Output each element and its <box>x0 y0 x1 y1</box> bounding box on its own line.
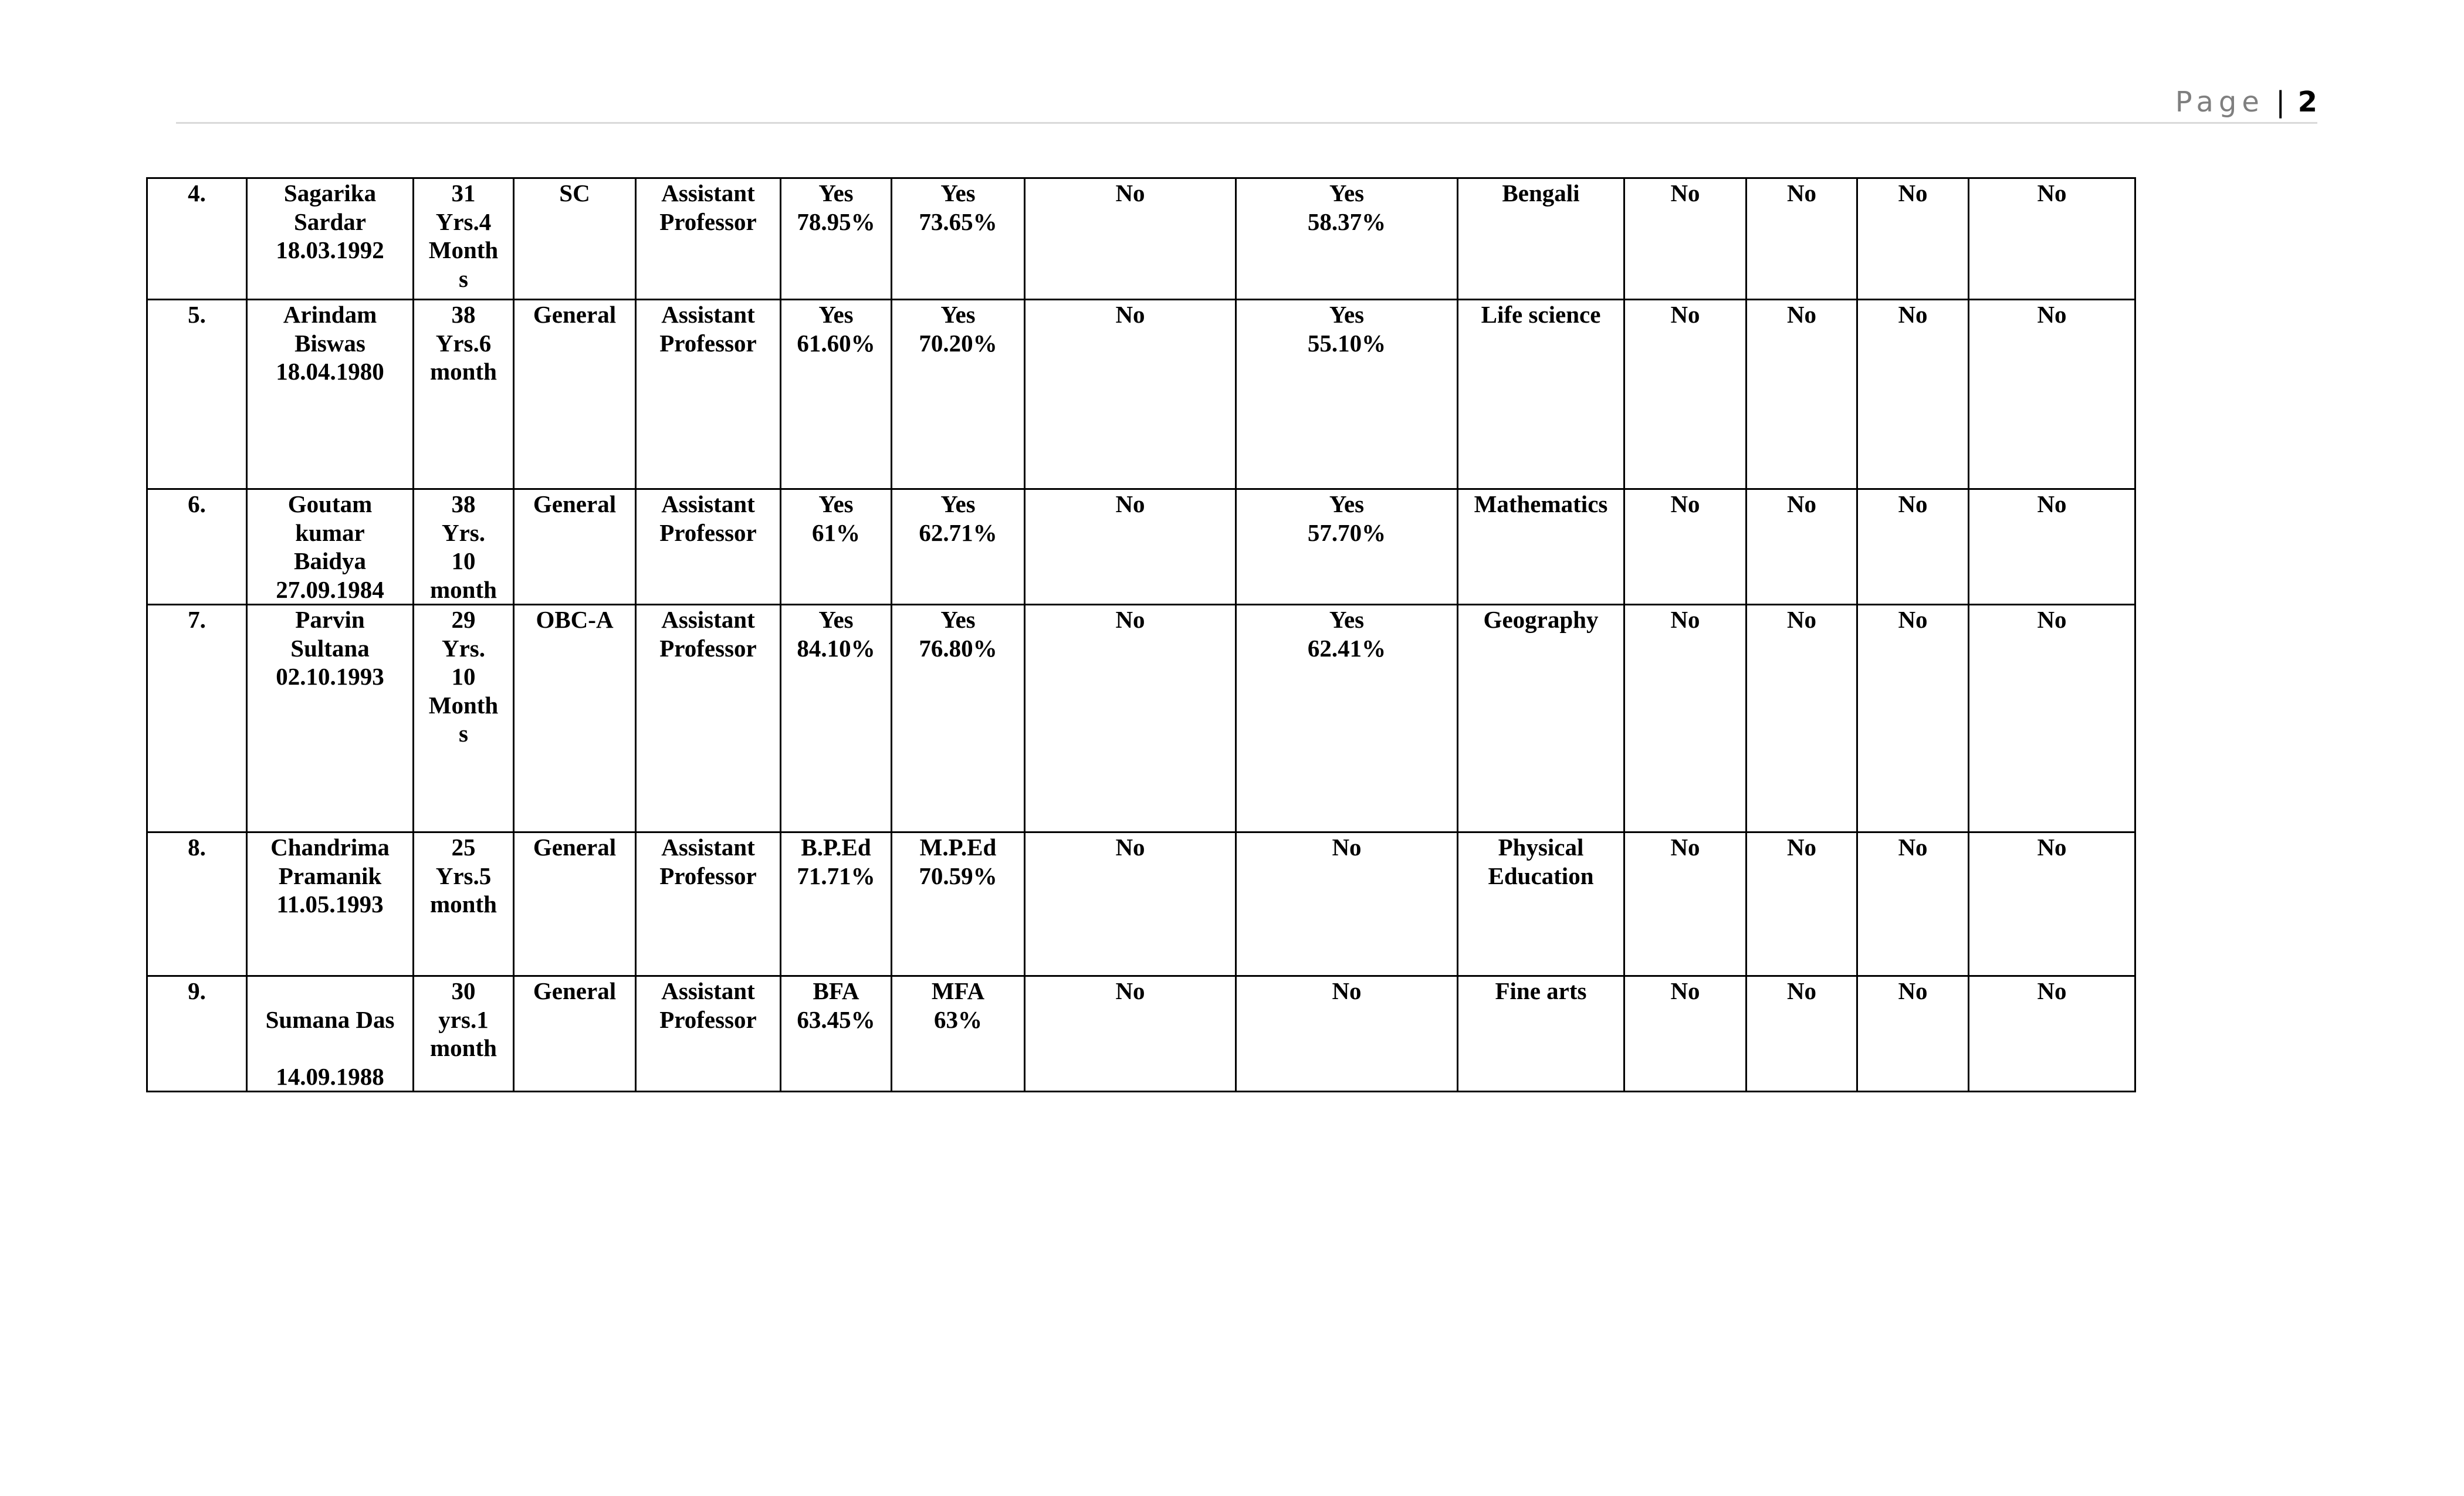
post-graduation-cell-line: 63% <box>934 1006 982 1033</box>
name-cell-line: Chandrima <box>270 834 390 861</box>
post-graduation-cell-line: M.P.Ed <box>919 834 997 861</box>
col13-cell <box>1857 489 1969 605</box>
col11-cell-text: No <box>1670 490 1700 517</box>
col9-cell-line: 62.41% <box>1307 634 1386 662</box>
col8-cell <box>1025 489 1236 605</box>
col12-cell-text: No <box>1786 606 1817 633</box>
post-cell-line: Professor <box>659 862 757 889</box>
post-cell-line: Professor <box>659 519 757 546</box>
name-cell-line: Sagarika <box>283 180 377 207</box>
category-cell <box>514 300 636 489</box>
col12-cell-text: No <box>1786 301 1817 328</box>
col8-cell-text: No <box>1115 301 1145 328</box>
col9-cell-line: Yes <box>1329 490 1365 517</box>
col13-cell <box>1857 832 1969 976</box>
age-cell <box>414 976 514 1092</box>
age-cell-line: 10 <box>451 547 476 574</box>
col13-cell-text: No <box>1898 180 1928 207</box>
col12-cell <box>1747 832 1857 976</box>
category-cell-text: General <box>533 834 617 861</box>
page-word: Page <box>2175 86 2265 119</box>
category-cell-text: SC <box>559 180 590 207</box>
post-cell <box>636 605 781 832</box>
serial-cell <box>147 605 247 832</box>
col12-cell <box>1747 976 1857 1092</box>
col13-cell <box>1857 300 1969 489</box>
col14-cell-text: No <box>2037 977 2067 1004</box>
age-cell-line: month <box>430 1034 497 1061</box>
col14-cell-text: No <box>2037 606 2067 633</box>
name-cell-line: 27.09.1984 <box>276 576 384 603</box>
category-cell <box>514 605 636 832</box>
post-graduation-cell-line: 62.71% <box>919 519 997 546</box>
post-cell <box>636 178 781 300</box>
col11-cell <box>1624 605 1747 832</box>
post-cell-line: Assistant <box>661 606 755 633</box>
age-cell-line: 30 <box>451 977 476 1004</box>
serial-cell-text: 8. <box>188 834 206 861</box>
post-graduation-cell <box>892 976 1025 1092</box>
subject-cell <box>1458 300 1624 489</box>
serial-cell <box>147 976 247 1092</box>
subject-cell-line: Geography <box>1483 606 1599 633</box>
name-cell-line: Sultana <box>290 634 370 662</box>
serial-cell-text: 6. <box>188 490 206 517</box>
graduation-cell <box>781 300 892 489</box>
col11-cell <box>1624 178 1747 300</box>
graduation-cell <box>781 976 892 1092</box>
subject-cell-line: Life science <box>1481 301 1601 328</box>
serial-cell <box>147 832 247 976</box>
subject-cell <box>1458 976 1624 1092</box>
name-cell-line: 02.10.1993 <box>276 663 384 690</box>
age-cell <box>414 832 514 976</box>
col11-cell <box>1624 832 1747 976</box>
name-cell-line: 11.05.1993 <box>276 891 384 918</box>
name-cell <box>247 178 414 300</box>
category-cell-text: General <box>533 490 617 517</box>
graduation-cell-line: Yes <box>818 180 854 207</box>
age-cell-line: 10 <box>451 663 476 690</box>
col9-cell <box>1236 605 1458 832</box>
post-graduation-cell <box>892 489 1025 605</box>
post-cell <box>636 300 781 489</box>
table-row <box>147 489 2135 605</box>
col8-cell <box>1025 976 1236 1092</box>
col11-cell <box>1624 976 1747 1092</box>
name-cell-line <box>250 1034 410 1062</box>
subject-cell-line: Fine arts <box>1495 977 1587 1004</box>
col14-cell <box>1969 178 2135 300</box>
name-cell-line: 14.09.1988 <box>276 1062 384 1090</box>
col11-cell <box>1624 300 1747 489</box>
col8-cell-text: No <box>1115 180 1145 207</box>
serial-cell-text: 7. <box>188 606 206 633</box>
table-row <box>147 832 2135 976</box>
graduation-cell <box>781 178 892 300</box>
col11-cell-text: No <box>1670 301 1700 328</box>
graduation-cell-line: Yes <box>818 606 854 633</box>
col9-cell <box>1236 832 1458 976</box>
post-graduation-cell-line: Yes <box>940 301 976 328</box>
col8-cell-text: No <box>1115 490 1145 517</box>
col11-cell <box>1624 489 1747 605</box>
name-cell <box>247 300 414 489</box>
col9-cell-line: 57.70% <box>1307 519 1386 546</box>
post-cell <box>636 976 781 1092</box>
age-cell <box>414 300 514 489</box>
age-cell-line: s <box>459 720 468 747</box>
page-number: 2 <box>2297 86 2317 119</box>
col12-cell-text: No <box>1786 490 1817 517</box>
col9-cell-line: No <box>1332 977 1362 1004</box>
age-cell-line: 25 <box>451 834 476 861</box>
age-cell <box>414 489 514 605</box>
col14-cell <box>1969 605 2135 832</box>
col9-cell <box>1236 976 1458 1092</box>
page-header <box>176 82 2317 124</box>
col9-cell-line: Yes <box>1329 301 1365 328</box>
graduation-cell-line: 63.45% <box>797 1006 875 1033</box>
col13-cell <box>1857 976 1969 1092</box>
category-cell-text: General <box>533 301 617 328</box>
col12-cell-text: No <box>1786 977 1817 1004</box>
category-cell <box>514 178 636 300</box>
age-cell-line: 38 <box>451 490 476 517</box>
graduation-cell-line: B.P.Ed <box>801 834 871 861</box>
name-cell-line: Baidya <box>293 547 367 574</box>
col14-cell <box>1969 489 2135 605</box>
age-cell-line: month <box>430 358 497 385</box>
subject-cell-line: Bengali <box>1502 180 1580 207</box>
col8-cell <box>1025 832 1236 976</box>
name-cell-line: Parvin <box>295 606 365 633</box>
post-graduation-cell-line: 70.20% <box>919 329 997 357</box>
graduation-cell-line: 61.60% <box>797 329 875 357</box>
graduation-cell-line: 71.71% <box>797 862 875 889</box>
page-number-label <box>2175 82 2317 122</box>
post-cell-line: Assistant <box>661 977 755 1004</box>
col14-cell-text: No <box>2037 301 2067 328</box>
col14-cell <box>1969 300 2135 489</box>
col12-cell <box>1747 489 1857 605</box>
page-separator: | <box>2276 86 2286 119</box>
age-cell-line: 29 <box>451 606 476 633</box>
name-cell-line: kumar <box>295 519 365 546</box>
post-cell-line: Assistant <box>661 180 755 207</box>
col13-cell <box>1857 605 1969 832</box>
col11-cell-text: No <box>1670 834 1700 861</box>
col12-cell-text: No <box>1786 834 1817 861</box>
col8-cell <box>1025 178 1236 300</box>
age-cell-line: Month <box>428 691 499 719</box>
col9-cell-line: Yes <box>1329 606 1365 633</box>
name-cell <box>247 605 414 832</box>
post-cell-line: Professor <box>659 634 757 662</box>
col12-cell <box>1747 605 1857 832</box>
col11-cell-text: No <box>1670 180 1700 207</box>
serial-cell-text: 9. <box>188 977 206 1004</box>
col13-cell-text: No <box>1898 834 1928 861</box>
candidates-table <box>146 177 2136 1092</box>
age-cell-line: Yrs. <box>441 634 485 662</box>
category-cell <box>514 489 636 605</box>
post-graduation-cell-line: Yes <box>940 180 976 207</box>
name-cell-line: Pramanik <box>278 862 382 889</box>
post-graduation-cell <box>892 300 1025 489</box>
post-cell-line: Assistant <box>661 834 755 861</box>
subject-cell-line: Physical <box>1498 834 1584 861</box>
name-cell-line <box>250 977 410 1006</box>
col13-cell-text: No <box>1898 977 1928 1004</box>
category-cell-text: General <box>533 977 617 1004</box>
name-cell <box>247 976 414 1092</box>
post-graduation-cell <box>892 605 1025 832</box>
table-row <box>147 605 2135 832</box>
col11-cell-text: No <box>1670 977 1700 1004</box>
graduation-cell-line: BFA <box>813 977 859 1004</box>
post-graduation-cell-line: Yes <box>940 606 976 633</box>
col8-cell-text: No <box>1115 977 1145 1004</box>
age-cell <box>414 178 514 300</box>
col12-cell-text: No <box>1786 180 1817 207</box>
subject-cell <box>1458 832 1624 976</box>
col9-cell <box>1236 300 1458 489</box>
age-cell-line: 38 <box>451 301 476 328</box>
col8-cell-text: No <box>1115 834 1145 861</box>
subject-cell <box>1458 489 1624 605</box>
graduation-cell <box>781 489 892 605</box>
name-cell-line: 18.03.1992 <box>276 236 384 263</box>
graduation-cell-line: Yes <box>818 490 854 517</box>
table-row <box>147 178 2135 300</box>
post-graduation-cell-line: 73.65% <box>919 208 997 235</box>
category-cell <box>514 832 636 976</box>
col9-cell <box>1236 178 1458 300</box>
col14-cell-text: No <box>2037 180 2067 207</box>
subject-cell-line: Mathematics <box>1474 490 1608 517</box>
graduation-cell-line: 78.95% <box>797 208 875 235</box>
graduation-cell-line: 61% <box>812 519 860 546</box>
age-cell-line: month <box>430 576 497 603</box>
age-cell-line: Yrs.4 <box>435 208 492 235</box>
post-graduation-cell <box>892 832 1025 976</box>
col13-cell-text: No <box>1898 606 1928 633</box>
col9-cell-line: No <box>1332 834 1362 861</box>
post-cell-line: Professor <box>659 208 757 235</box>
col9-cell <box>1236 489 1458 605</box>
col8-cell-text: No <box>1115 606 1145 633</box>
graduation-cell <box>781 605 892 832</box>
post-cell-line: Professor <box>659 329 757 357</box>
age-cell <box>414 605 514 832</box>
serial-cell <box>147 178 247 300</box>
subject-cell <box>1458 605 1624 832</box>
name-cell-line: Goutam <box>287 490 373 517</box>
age-cell-line: Yrs. <box>441 519 485 546</box>
name-cell <box>247 489 414 605</box>
name-cell-line: Sumana Das <box>265 1006 395 1033</box>
age-cell-line: 31 <box>451 180 476 207</box>
col13-cell-text: No <box>1898 301 1928 328</box>
col12-cell <box>1747 178 1857 300</box>
category-cell <box>514 976 636 1092</box>
name-cell-line: 18.04.1980 <box>276 358 384 385</box>
post-cell-line: Assistant <box>661 490 755 517</box>
col9-cell-line: 55.10% <box>1307 329 1386 357</box>
table-row <box>147 976 2135 1092</box>
age-cell-line: yrs.1 <box>438 1006 489 1033</box>
age-cell-line: Yrs.5 <box>435 862 492 889</box>
graduation-cell-line: Yes <box>818 301 854 328</box>
graduation-cell-line: 84.10% <box>797 634 875 662</box>
name-cell-line: Arindam <box>283 301 377 328</box>
post-cell <box>636 832 781 976</box>
post-graduation-cell-line: Yes <box>940 490 976 517</box>
table-row <box>147 300 2135 489</box>
serial-cell <box>147 300 247 489</box>
name-cell-line: Biswas <box>295 329 365 357</box>
age-cell-line: Month <box>428 236 499 263</box>
post-cell-line: Professor <box>659 1006 757 1033</box>
age-cell-line: s <box>459 265 468 292</box>
col14-cell <box>1969 976 2135 1092</box>
col14-cell <box>1969 832 2135 976</box>
name-cell <box>247 832 414 976</box>
subject-cell-line: Education <box>1488 862 1594 889</box>
table-body <box>147 178 2135 1092</box>
col11-cell-text: No <box>1670 606 1700 633</box>
col13-cell-text: No <box>1898 490 1928 517</box>
col9-cell-line: Yes <box>1329 180 1365 207</box>
serial-cell <box>147 489 247 605</box>
serial-cell-text: 4. <box>188 180 206 207</box>
post-graduation-cell-line: 76.80% <box>919 634 997 662</box>
post-graduation-cell-line: MFA <box>931 977 985 1004</box>
col8-cell <box>1025 300 1236 489</box>
serial-cell-text: 5. <box>188 301 206 328</box>
category-cell-text: OBC-A <box>536 606 614 633</box>
col14-cell-text: No <box>2037 490 2067 517</box>
post-cell <box>636 489 781 605</box>
name-cell-line: Sardar <box>294 208 366 235</box>
post-cell-line: Assistant <box>661 301 755 328</box>
col9-cell-line: 58.37% <box>1307 208 1386 235</box>
age-cell-line: month <box>430 891 497 918</box>
subject-cell <box>1458 178 1624 300</box>
graduation-cell <box>781 832 892 976</box>
col13-cell <box>1857 178 1969 300</box>
post-graduation-cell-line: 70.59% <box>919 862 997 889</box>
col8-cell <box>1025 605 1236 832</box>
post-graduation-cell <box>892 178 1025 300</box>
col14-cell-text: No <box>2037 834 2067 861</box>
age-cell-line: Yrs.6 <box>435 329 492 357</box>
col12-cell <box>1747 300 1857 489</box>
